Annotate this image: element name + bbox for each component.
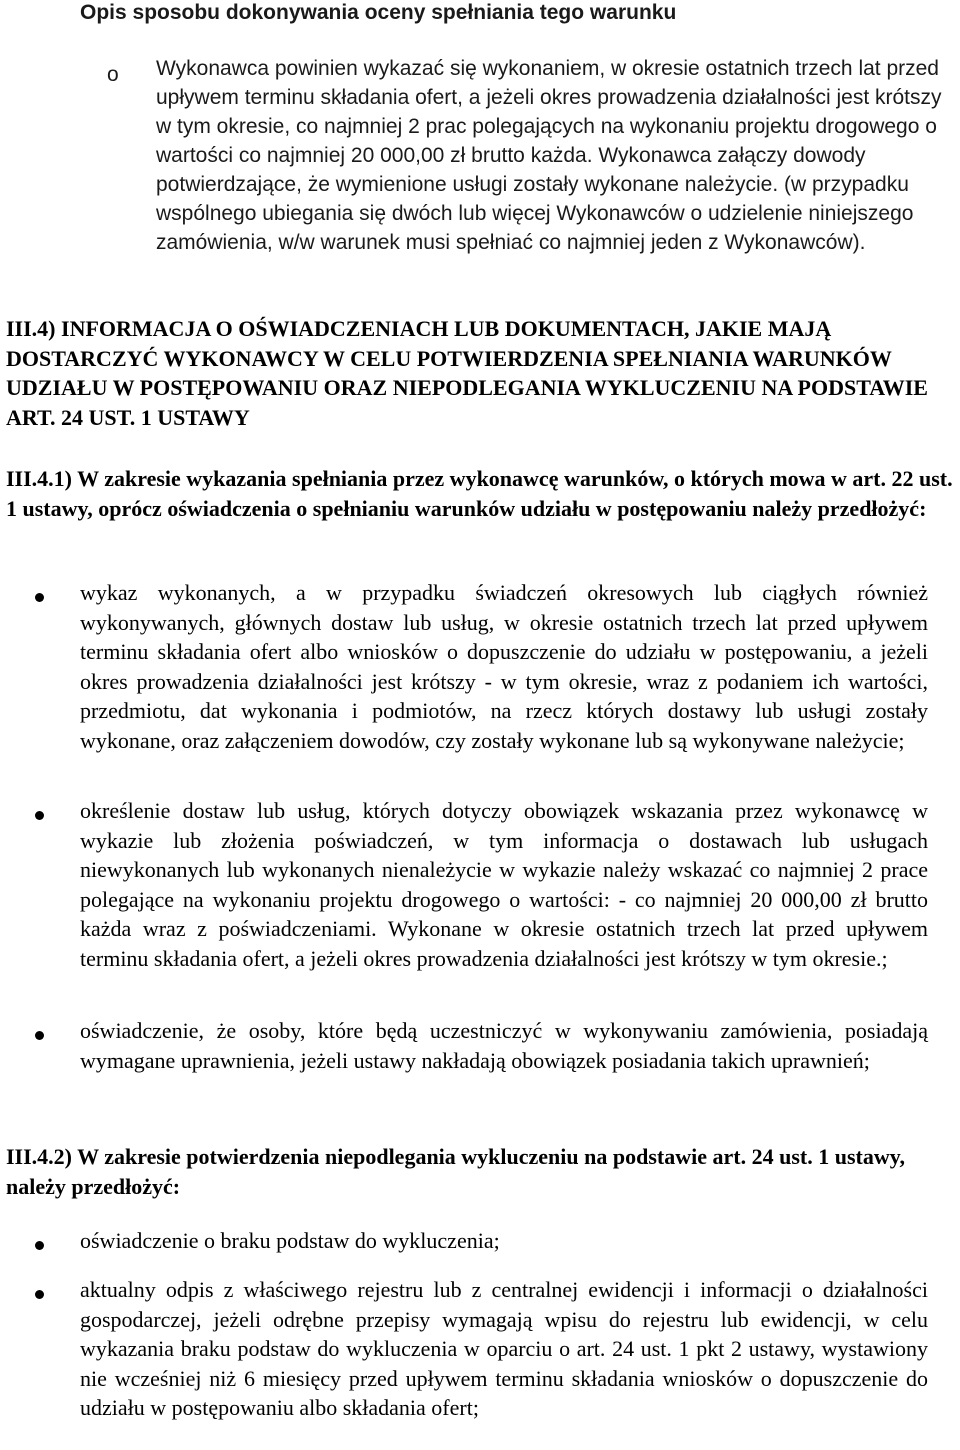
assessment-method-heading: Opis sposobu dokonywania oceny spełniania tego warunku <box>80 1 677 24</box>
subsection-iii42-heading: III.4.2) W zakresie potwierdzenia niepodlegania wykluczeniu na podstawie art. 24 ust. 1 ustawy, należy przedłożyć: <box>6 1144 906 1199</box>
experience-requirement-paragraph: Wykonawca powinien wykazać się wykonaniem, w okresie ostatnich trzech lat przed upływem terminu składania ofert, a jeżeli okres prowadzenia działalności jest krótszy w tym okresie, co najmniej 2 prac polegających na wykonaniu projektu drogowego o wartości co najmniej 20 000,00 zł brutto każda. Wykonawca załączy dowody potwierdzające, że wymienione usługi zostały wykonane należycie. (w przypadku wspólnego ubiegania się dwóch lub więcej Wykonawców o udzielenie niniejszego zamówienia, w/w warunek musi spełniać co najmniej jeden z Wykonawców). <box>156 57 942 254</box>
list-marker-o: o <box>107 63 119 86</box>
list-item: aktualny odpis z właściwego rejestru lub z centralnej ewidencji i informacji o działalności gospodarczej, jeżeli odrębne przepisy wymagają wpisu do rejestru lub ewidencji, w celu wykazania braku podstaw do wykluczenia w oparciu o art. 24 ust. 1 pkt 2 ustawy, wystawiony nie wcześniej niż 6 miesięcy przed upływem terminu składania wniosków o dopuszczenie do udziału w postępowaniu albo składania ofert; <box>80 1277 928 1420</box>
bullet-icon <box>35 1241 44 1250</box>
bullet-icon <box>35 1290 44 1299</box>
bullet-icon <box>35 811 44 820</box>
list-item: wykaz wykonanych, a w przypadku świadczeń okresowych lub ciągłych również wykonywanych, głównych dostaw lub usług, w okresie ostatnich trzech lat przed upływem terminu składania ofert albo wniosków o dopuszczenie do udziału w postępowaniu, a jeżeli okres prowadzenia działalności jest krótszy - w tym okresie, wraz z podaniem ich wartości, przedmiotu, dat wykonania i podmiotów, na rzecz których dostawy lub usługi zostały wykonane, oraz załączeniem dowodów, czy zostały wykonane lub są wykonywane należycie; <box>80 580 928 753</box>
bullet-icon <box>35 593 44 602</box>
subsection-iii41-heading: III.4.1) W zakresie wykazania spełniania przez wykonawcę warunków, o których mowa w art. 22 ust. 1 ustawy, oprócz oświadczenia o spełnianiu warunków udziału w postępowaniu należy przedłożyć: <box>6 466 953 521</box>
section-iii4-heading: III.4) INFORMACJA O OŚWIADCZENIACH LUB DOKUMENTACH, JAKIE MAJĄ DOSTARCZYĆ WYKONAWCY W CELU POTWIERDZENIA SPEŁNIANIA WARUNKÓW UDZIAŁU W POSTĘPOWANIU ORAZ NIEPODLEGANIA WYKLUCZENIU NA PODSTAWIE ART. 24 UST. 1 USTAWY <box>6 316 928 430</box>
list-item: oświadczenie o braku podstaw do wykluczenia; <box>80 1228 500 1253</box>
bullet-icon <box>35 1031 44 1040</box>
list-item: oświadczenie, że osoby, które będą uczestniczyć w wykonywaniu zamówienia, posiadają wymagane uprawnienia, jeżeli ustawy nakładają obowiązek posiadania takich uprawnień; <box>80 1018 928 1073</box>
list-item: określenie dostaw lub usług, których dotyczy obowiązek wskazania przez wykonawcę w wykazie lub złożenia poświadczeń, w tym informacja o dostawach lub usługach niewykonanych lub wykonanych nienależycie w wykazie należy wskazać co najmniej 2 prace polegające na wykonaniu projektu drogowego o wartości: - co najmniej 20 000,00 zł brutto każda wraz z poświadczeniami. Wykonane w okresie ostatnich trzech lat przed upływem terminu składania ofert, a jeżeli okres prowadzenia działalności jest krótszy w tym okresie.; <box>80 798 928 971</box>
